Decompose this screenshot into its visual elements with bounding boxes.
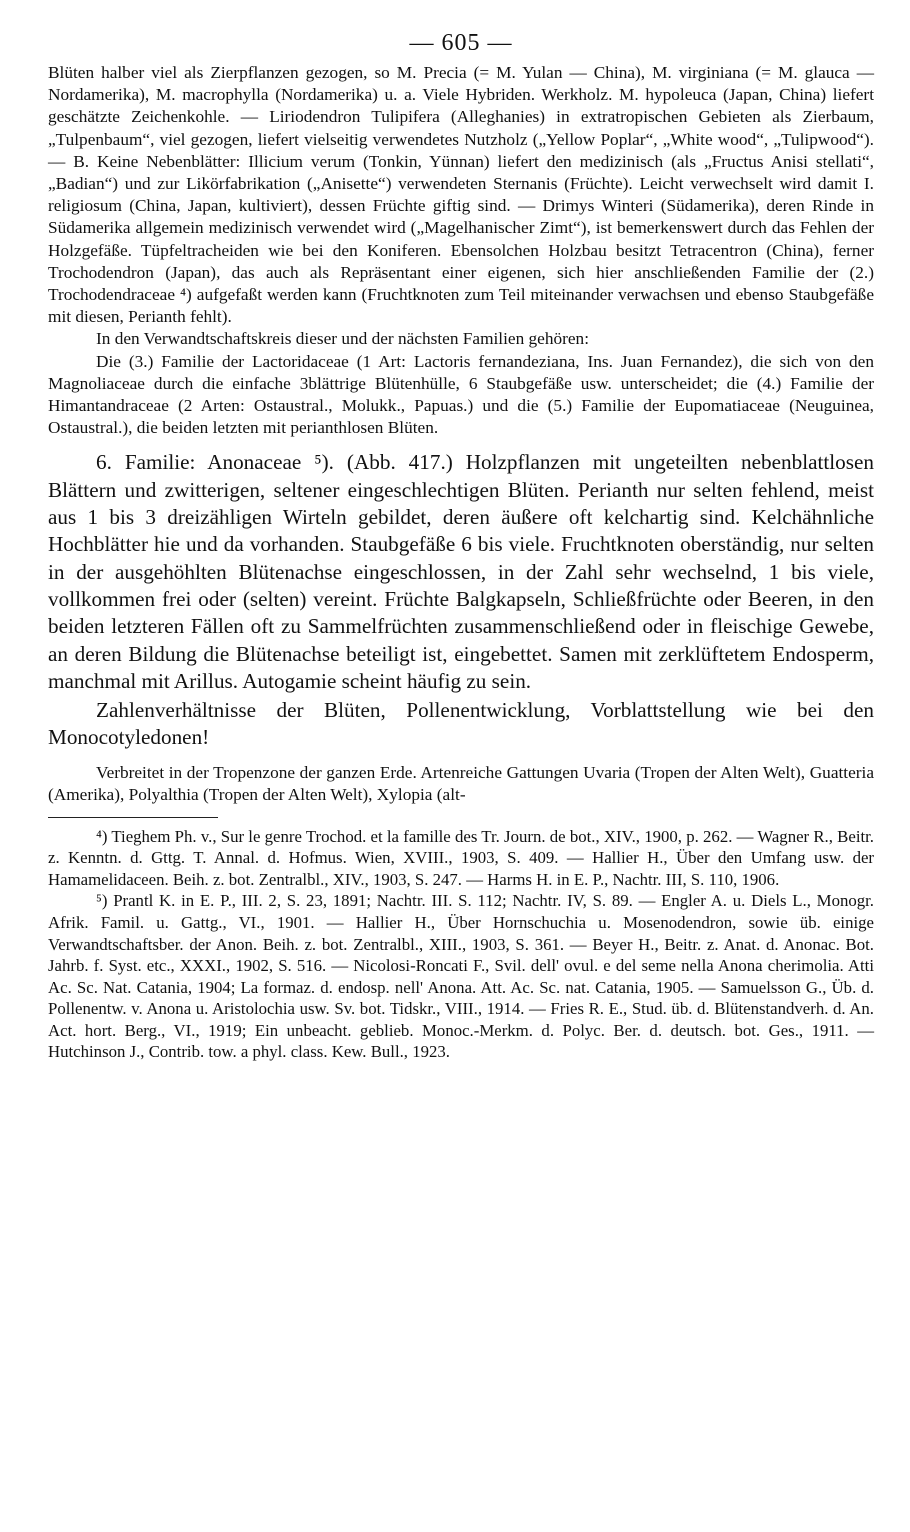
family-description xyxy=(48,449,874,751)
upper-text-block xyxy=(48,62,874,439)
top-paragraph: Blüten halber viel als Zierpflanzen gezogen, so M. Precia (= M. Yulan — China), M. virginiana (= M. glauca — Nordamerika), M. macrophylla (Nordamerika) u. a. Viele Hybriden. Werkholz. M. hypoleuca (Japan, China) liefert geschätzte Zeichenkohle. — Liriodendron Tulipifera (Alleghanies) in extratropischen Gebieten als Zierbaum, „Tulpenbaum“, viel gezogen, liefert vielseitig verwendetes Nutzholz („Yellow Poplar“, „White wood“, „Tulipwood“). — B. Keine Nebenblätter: Illicium verum (Tonkin, Yünnan) liefert den medizinisch (als „Fructus Anisi stellati“, „Badian“) und zur Likörfabrikation („Anisette“) verwendeten Sternanis (Früchte). Leicht verwechselt wird damit I. religiosum (China, Japan, kultiviert), dessen Früchte giftig sind. — Drimys Winteri (Südamerika), deren Rinde in Südamerika allgemein medizinisch verwendet wird („Magelhanischer Zimt“), ist bemerkenswert durch das Fehlen der Holzgefäße. Tüpfeltracheiden wie bei den Koniferen. Ebensolchen Holzbau besitzt Tetracentron (China), ferner Trochodendron (Japan), das auch als Repräsentant einer eigenen, sich hier anschließenden Familie der (2.) Trochodendraceae ⁴) aufgefaßt werden kann (Fruchtknoten zum Teil miteinander verwachsen und ebenso Staubgefäße mit diesen, Perianth fehlt). xyxy=(48,63,874,327)
kinship-paragraph: Die (3.) Familie der Lactoridaceae (1 Art: Lactoris fernandeziana, Ins. Juan Fernandez), die sich von den Magnoliaceae durch die einfache 3blättrige Blütenhülle, 6 Staubgefäße usw. unterscheidet; die (4.) Familie der Himantandraceae (2 Arten: Ostaustral., Molukk., Papuas.) und die (5.) Familie der Eupomatiaceae (Neuguinea, Ostaustral.), die beiden letzten mit perianthlosen Blüten. xyxy=(48,351,874,438)
distribution-block xyxy=(48,762,874,807)
distribution-paragraph: Verbreitet in der Tropenzone der ganzen Erde. Artenreiche Gattungen Uvaria (Tropen der Alten Welt), Guatteria (Amerika), Polyalthia (Tropen der Alten Welt), Xylopia (alt- xyxy=(48,762,874,805)
kinship-intro: In den Verwandtschaftskreis dieser und der nächsten Familien gehören: xyxy=(96,329,590,349)
page-number: — 605 — xyxy=(409,30,513,56)
footnote-5: ⁵) Prantl K. in E. P., III. 2, S. 23, 1891; Nachtr. III. S. 112; Nachtr. IV, S. 89. — Engler A. u. Diels L., Monogr. Afrik. Famil. u. Gattg., VI., 1901. — Hallier H., Über Hornschuchia u. Mosenodendron, sowie üb. einige Verwandtschaftsber. der Anon. Beih. z. bot. Zentralbl., XIII., 1903, S. 361. — Beyer H., Beitr. z. Anat. d. Anonac. Bot. Jahrb. f. Syst. etc., XXXI., 1902, S. 516. — Nicolosi-Roncati F., Svil. dell' ovul. e del seme nella Anona cherimolia. Atti Ac. Sc. Nat. Catania, 1904; La formaz. d. endosp. nell' Anona. Att. Ac. Sc. nat. Catania, 1905. — Samuelsson G., Üb. d. Pollenentw. v. Anona u. Aristolochia usw. Sv. bot. Tidskr., VIII., 1914. — Fries R. E., Stud. üb. d. Blütenstandverh. d. An. Act. hort. Berg., VI., 1919; Ein unbeacht. geblieb. Monoc.-Merkm. d. Polyc. Ber. d. deutsch. bot. Ges., 1911. — Hutchinson J., Contrib. tow. a phyl. class. Kew. Bull., 1923. xyxy=(48,891,874,1062)
footnote-4: ⁴) Tieghem Ph. v., Sur le genre Trochod. et la famille des Tr. Journ. de bot., XIV., 1900, p. 262. — Wagner R., Beitr. z. Kenntn. d. Gttg. T. Annal. d. Hofmus. Wien, XVIII., 1903, S. 409. — Hallier H., Über den Umfang usw. der Hamamelidaceen. Beih. z. bot. Zentralbl., XIV., 1903, S. 247. — Harms H. in E. P., Nachtr. III, S. 110, 1906. xyxy=(48,826,874,889)
family-paragraph: 6. Familie: Anonaceae ⁵). (Abb. 417.) Holzpflanzen mit ungeteilten nebenblattlosen Blättern und zwitterigen, seltener eingeschlechtigen Blüten. Perianth nur selten fehlend, meist aus 1 bis 3 dreizähligen Wirteln gebildet, deren äußere oft kelchartig sind. Kelchähnliche Hochblätter hie und da vorhanden. Staubgefäße 6 bis viele. Fruchtknoten oberständig, nur selten in der ausgehöhlten Blütenachse eingeschlossen, in der Zahl sehr wechselnd, 1 bis viele, vollkommen frei oder (selten) vereint. Früchte Balgkapseln, Schließfrüchte oder Beeren, in den beiden letzteren Fällen oft zu Sammelfrüchten zusammenschließend oder in fleischige Gewebe, an deren Bildung die Blütenachse beteiligt ist, eingebettet. Samen mit zerklüftetem Endosperm, manchmal mit Arillus. Autogamie scheint häufig zu sein. xyxy=(48,450,874,693)
ratio-paragraph: Zahlenverhältnisse der Blüten, Pollenentwicklung, Vorblattstellung wie bei den Monocotyledonen! xyxy=(48,698,874,750)
footnotes xyxy=(48,826,874,1064)
footnote-divider xyxy=(48,817,218,818)
